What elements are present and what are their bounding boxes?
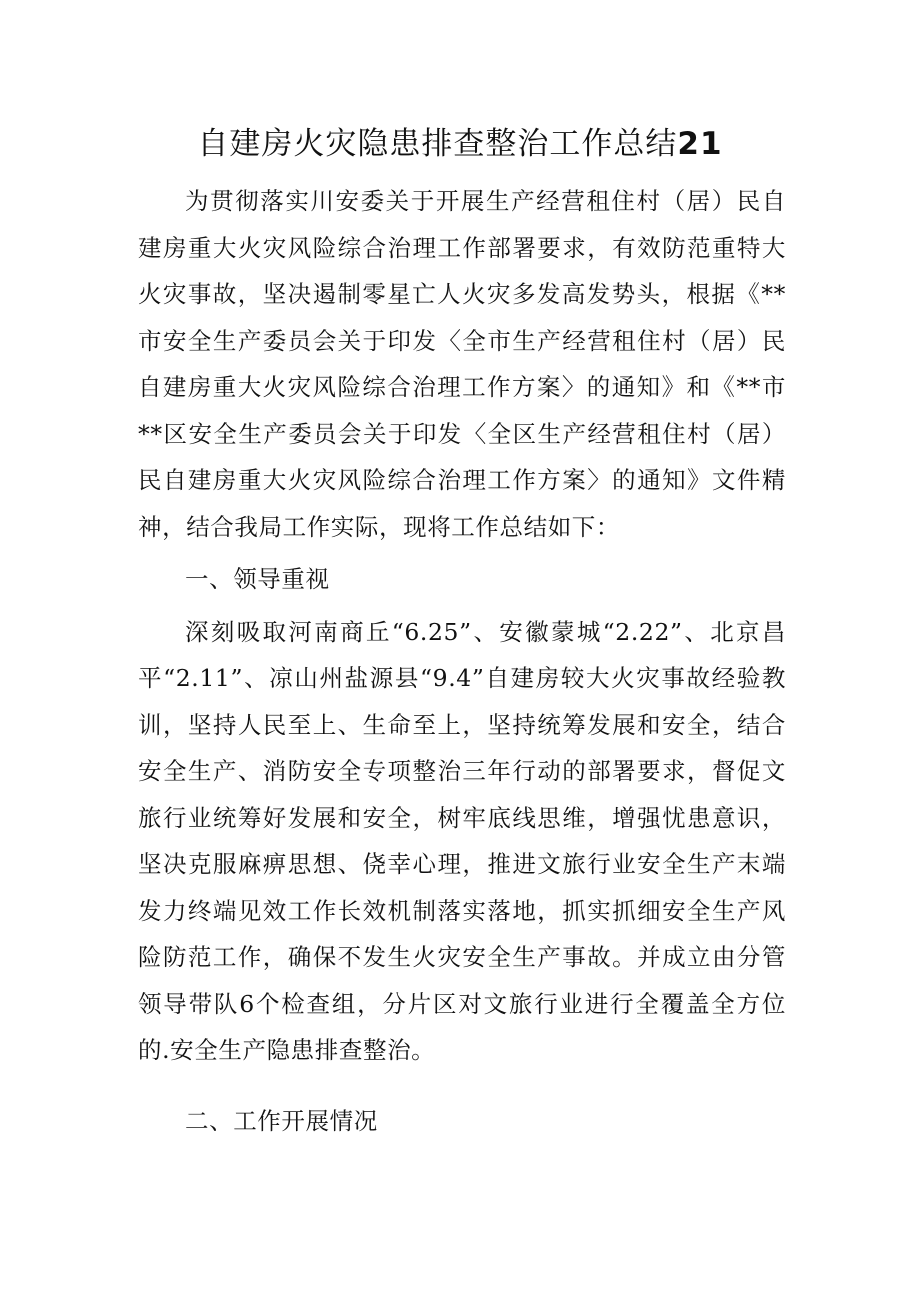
document-title xyxy=(0,118,920,170)
title-number: 21 xyxy=(677,126,723,162)
title-text: 自建房火灾隐患排查整治工作总结 xyxy=(197,126,678,162)
leadership-paragraph: 深刻吸取河南商丘“6.25”、安徽蒙城“2.22”、北京昌平“2.11”、凉山州盐源县“9.4”自建房较大火灾事故经验教训，坚持人民至上、生命至上，坚持统筹发展和安全，结合安全生产、消防安全专项整治三年行动的部署要求，督促文旅行业统筹好发展和安全，树牢底线思维，增强忧患意识，坚决克服麻痹思想、侥幸心理，推进文旅行业安全生产末端发力终端见效工作长效机制落实落地，抓实抓细安全生产风险防范工作，确保不发生火灾安全生产事故。并成立由分管领导带队6个检查组，分片区对文旅行业进行全覆盖全方位的.安全生产隐患排查整治。 xyxy=(138,617,786,1064)
intro-paragraph: 为贯彻落实川安委关于开展生产经营租住村（居）民自建房重大火灾风险综合治理工作部署要求，有效防范重特大火灾事故，坚决遏制零星亡人火灾多发高发势头，根据《**市安全生产委员会关于印发〈全市生产经营租住村（居）民自建房重大火灾风险综合治理工作方案〉的通知》和《**市**区安全生产委员会关于印发〈全区生产经营租住村（居）民自建房重大火灾风险综合治理工作方案〉的通知》文件精神，结合我局工作实际，现将工作总结如下： xyxy=(138,187,786,541)
section-heading-work-progress: 二、工作开展情况 xyxy=(185,1106,378,1135)
section-heading-leadership: 一、领导重视 xyxy=(185,565,330,593)
document-body xyxy=(138,178,786,1150)
